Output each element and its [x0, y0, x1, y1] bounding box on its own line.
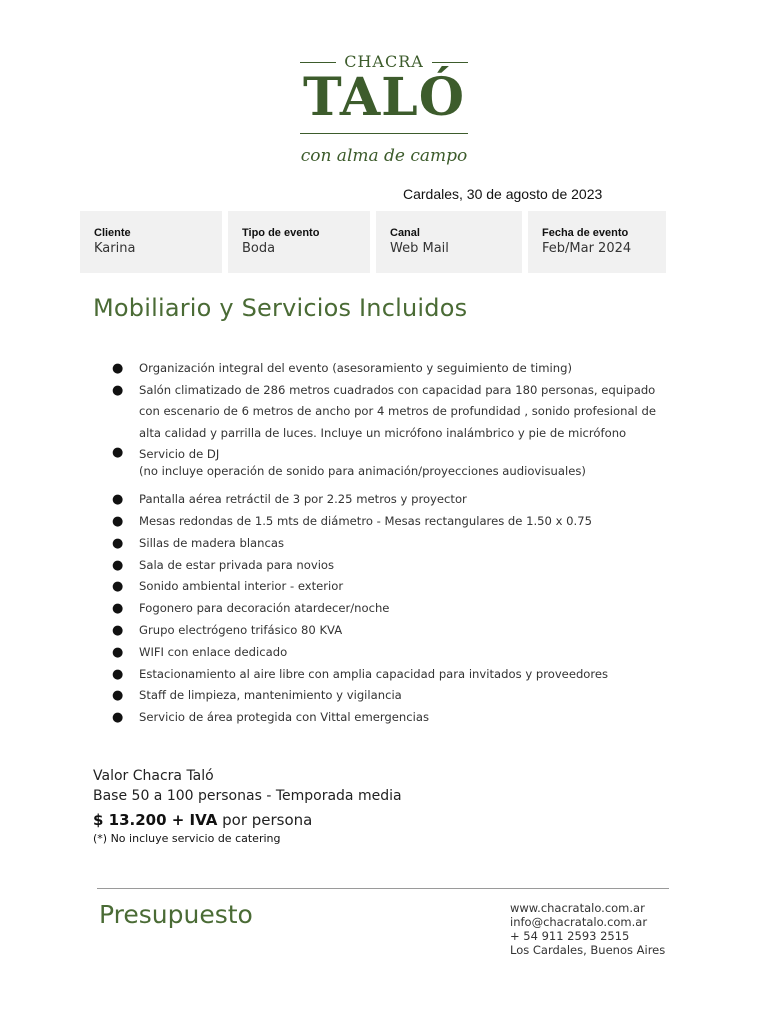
- list-item-text: Organización integral del evento (asesoramiento y seguimiento de timing): [139, 361, 572, 375]
- pricing-note: (*) No incluye servicio de catering: [93, 832, 281, 845]
- info-value: Feb/Mar 2024: [542, 241, 632, 256]
- bullet-icon: ●: [112, 382, 124, 398]
- list-item: [112, 358, 672, 380]
- document-date: Cardales, 30 de agosto de 2023: [403, 186, 603, 202]
- info-label: Cliente: [94, 227, 131, 239]
- pricing-amount-suffix: por persona: [222, 811, 313, 829]
- bullet-icon: ●: [112, 361, 124, 376]
- contact-location: Los Cardales, Buenos Aires: [510, 943, 666, 957]
- info-box-tipo-evento: [228, 211, 370, 273]
- list-item: [112, 642, 672, 664]
- list-item-text: Servicio de área protegida con Vittal emergencias: [139, 710, 430, 725]
- logo-divider: [300, 133, 468, 134]
- info-label: Fecha de evento: [542, 227, 629, 239]
- list-item-text: Staff de limpieza, mantenimiento y vigilancia: [139, 688, 402, 703]
- list-item: [112, 576, 672, 598]
- info-value: Web Mail: [390, 241, 449, 256]
- list-item: [112, 707, 672, 729]
- bullet-icon: ●: [112, 623, 124, 639]
- info-value: Karina: [94, 241, 136, 256]
- list-item: [112, 489, 672, 511]
- contact-website: www.chacratalo.com.ar: [510, 901, 645, 915]
- list-item-text: Estacionamiento al aire libre con amplia capacidad para invitados y proveedores: [139, 666, 609, 681]
- services-list: [112, 358, 672, 729]
- list-item-text: Servicio de DJ: [139, 447, 220, 462]
- footer-divider: [97, 888, 669, 889]
- list-item: [112, 664, 672, 686]
- info-label: Tipo de evento: [242, 227, 320, 239]
- bullet-icon: ●: [112, 514, 124, 530]
- logo-right-rule: [432, 62, 468, 63]
- bullet-icon: ●: [112, 601, 124, 617]
- list-item-text: Mesas redondas de 1.5 mts de diámetro - Mesas rectangulares de 1.50 x 0.75: [139, 514, 592, 529]
- info-value: Boda: [242, 241, 276, 256]
- pricing-venue: Valor Chacra Taló: [93, 768, 214, 784]
- pricing-base: Base 50 a 100 personas - Temporada media: [93, 788, 402, 804]
- pricing-amount: [93, 809, 402, 831]
- bullet-icon: ●: [112, 445, 124, 461]
- info-box-cliente: [80, 211, 222, 273]
- list-item: [112, 555, 672, 577]
- contact-email: info@chacratalo.com.ar: [510, 915, 648, 929]
- bullet-icon: ●: [112, 492, 124, 508]
- list-item-text: Pantalla aérea retráctil de 3 por 2.25 metros y proyector: [139, 492, 467, 507]
- info-label: Canal: [390, 227, 420, 239]
- info-box-fecha-evento: [528, 211, 666, 273]
- list-item-subtext: (no incluye operación de sonido para animación/proyecciones audiovisuales): [139, 464, 586, 479]
- list-item: [112, 620, 672, 642]
- list-item: [112, 685, 672, 707]
- bullet-icon: ●: [112, 644, 124, 660]
- list-item-text: WIFI con enlace dedicado: [139, 644, 288, 659]
- list-item: [112, 444, 672, 489]
- list-item-text: Grupo electrógeno trifásico 80 KVA: [139, 623, 343, 638]
- pricing-amount-value: $ 13.200 + IVA: [93, 811, 218, 829]
- list-item: [112, 511, 672, 533]
- section-title: Mobiliario y Servicios Incluidos: [93, 294, 468, 322]
- list-item: [112, 533, 672, 555]
- list-item-text: Fogonero para decoración atardecer/noche: [139, 601, 390, 616]
- bullet-icon: ●: [112, 666, 124, 682]
- list-item: [112, 598, 672, 620]
- bullet-icon: ●: [112, 535, 124, 551]
- list-item-text: Sala de estar privada para novios: [139, 557, 335, 572]
- bullet-icon: ●: [112, 688, 124, 704]
- list-item-text: Salón climatizado de 286 metros cuadrados con capacidad para 180 personas, equipado con escenario de 6 metros de ancho por 4 metros de profundidad , sonido profesional de alta calidad y parrilla de luces. Incluye un micrófono inalámbrico y pie de micrófono: [139, 382, 656, 440]
- footer-title: Presupuesto: [99, 900, 253, 929]
- bullet-icon: ●: [112, 579, 124, 595]
- contact-phone: + 54 911 2593 2515: [510, 929, 630, 943]
- pricing-block: [93, 766, 402, 846]
- contact-block: [510, 901, 665, 957]
- bullet-icon: ●: [112, 710, 124, 726]
- list-item: [112, 380, 672, 445]
- list-item-text: Sonido ambiental interior - exterior: [139, 579, 344, 594]
- info-box-canal: [376, 211, 522, 273]
- list-item-text: Sillas de madera blancas: [139, 535, 285, 550]
- logo-tagline: con alma de campo: [300, 146, 468, 166]
- logo-main-word: TALÓ: [302, 67, 466, 128]
- logo-top-word: CHACRA: [344, 52, 424, 71]
- bullet-icon: ●: [112, 557, 124, 573]
